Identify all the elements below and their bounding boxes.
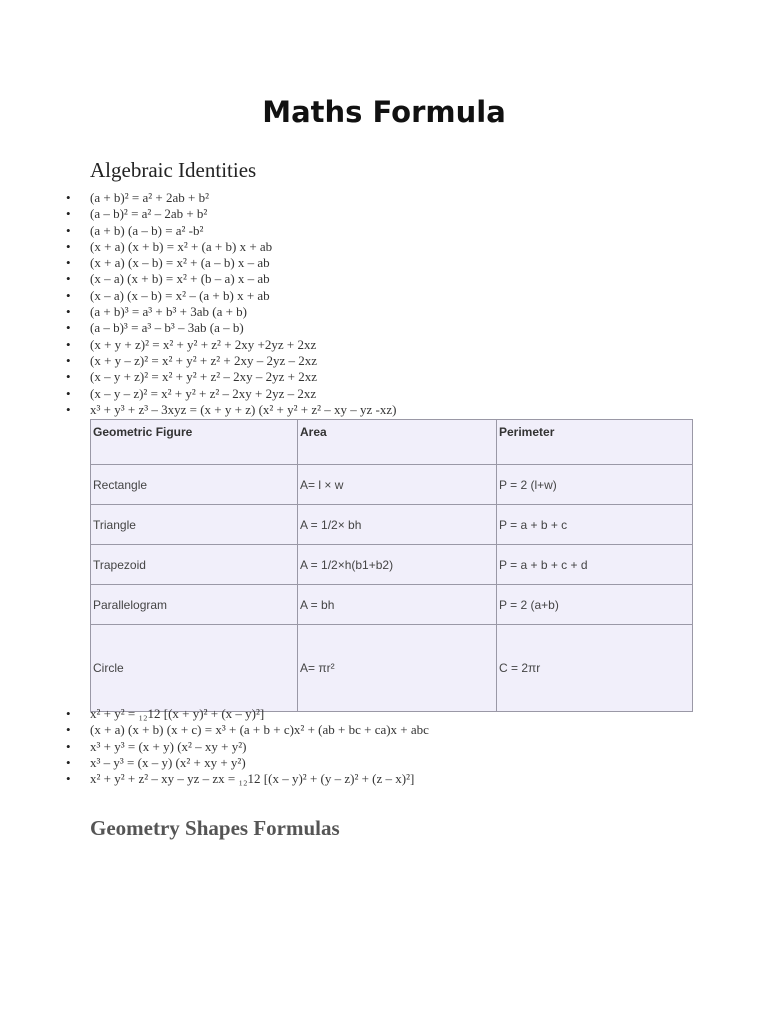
list-item: • (a + b)³ = a³ + b³ + 3ab (a + b) [0, 304, 700, 320]
table-cell: Triangle [91, 505, 298, 545]
list-item: • x³ + y³ = (x + y) (x² – xy + y²) [0, 739, 700, 755]
list-item: • (x + y + z)² = x² + y² + z² + 2xy +2yz + 2xz [0, 337, 700, 353]
page-title: Maths Formula [262, 95, 506, 129]
list-item: • (x + a) (x – b) = x² + (a – b) x – ab [0, 255, 700, 271]
table-cell: P = a + b + c + d [497, 545, 693, 585]
list-item: • (x – y – z)² = x² + y² + z² – 2xy + 2yz – 2xz [0, 386, 700, 402]
list-item: • x³ – y³ = (x – y) (x² + xy + y²) [0, 755, 700, 771]
table-row [91, 465, 693, 505]
list-item: • (x + a) (x + b) (x + c) = x³ + (a + b + c)x² + (ab + bc + ca)x + abc [0, 722, 700, 738]
geometry-table [90, 419, 693, 712]
table-cell: Rectangle [91, 465, 298, 505]
list-item: • (x + a) (x + b) = x² + (a + b) x + ab [0, 239, 700, 255]
identities-list-top [0, 190, 700, 418]
table-header-row [91, 420, 693, 465]
table-cell: P = 2 (l+w) [497, 465, 693, 505]
table-cell: P = a + b + c [497, 505, 693, 545]
table-header-area: Area [298, 420, 497, 465]
table-cell: A = bh [298, 585, 497, 625]
section-heading-geometry-shapes: Geometry Shapes Formulas [90, 816, 340, 840]
identities-list-bottom [0, 706, 700, 787]
list-item: • (x – a) (x – b) = x² – (a + b) x + ab [0, 288, 700, 304]
list-item: • x³ + y³ + z³ – 3xyz = (x + y + z) (x² + y² + z² – xy – yz -xz) [0, 402, 700, 418]
table-cell: C = 2πr [497, 625, 693, 712]
list-item: • (a + b) (a – b) = a² -b² [0, 223, 700, 239]
table-cell: A = 1/2× bh [298, 505, 497, 545]
table-row [91, 545, 693, 585]
list-item: • (x + y – z)² = x² + y² + z² + 2xy – 2yz – 2xz [0, 353, 700, 369]
list-item: • (a – b)³ = a³ – b³ – 3ab (a – b) [0, 320, 700, 336]
table-cell: Trapezoid [91, 545, 298, 585]
table-row [91, 585, 693, 625]
table-cell: Circle [91, 625, 298, 712]
table-header-perimeter: Perimeter [497, 420, 693, 465]
table-cell: A = 1/2×h(b1+b2) [298, 545, 497, 585]
list-item: • (x – a) (x + b) = x² + (b – a) x – ab [0, 271, 700, 287]
table-cell: A= l × w [298, 465, 497, 505]
list-item: • x² + y² + z² – xy – yz – zx = ₁₂12 [(x – y)² + (y – z)² + (z – x)²] [0, 771, 700, 787]
table-row [91, 625, 693, 712]
list-item: • (a + b)² = a² + 2ab + b² [0, 190, 700, 206]
table-row [91, 505, 693, 545]
table-cell: A= πr² [298, 625, 497, 712]
list-item: • (a – b)² = a² – 2ab + b² [0, 206, 700, 222]
section-heading-algebraic-identities: Algebraic Identities [90, 158, 257, 182]
table-header-figure: Geometric Figure [91, 420, 298, 465]
table-cell: Parallelogram [91, 585, 298, 625]
list-item: • (x – y + z)² = x² + y² + z² – 2xy – 2yz + 2xz [0, 369, 700, 385]
table-cell: P = 2 (a+b) [497, 585, 693, 625]
list-item: • x² + y² = ₁₂12 [(x + y)² + (x – y)²] [0, 706, 700, 722]
